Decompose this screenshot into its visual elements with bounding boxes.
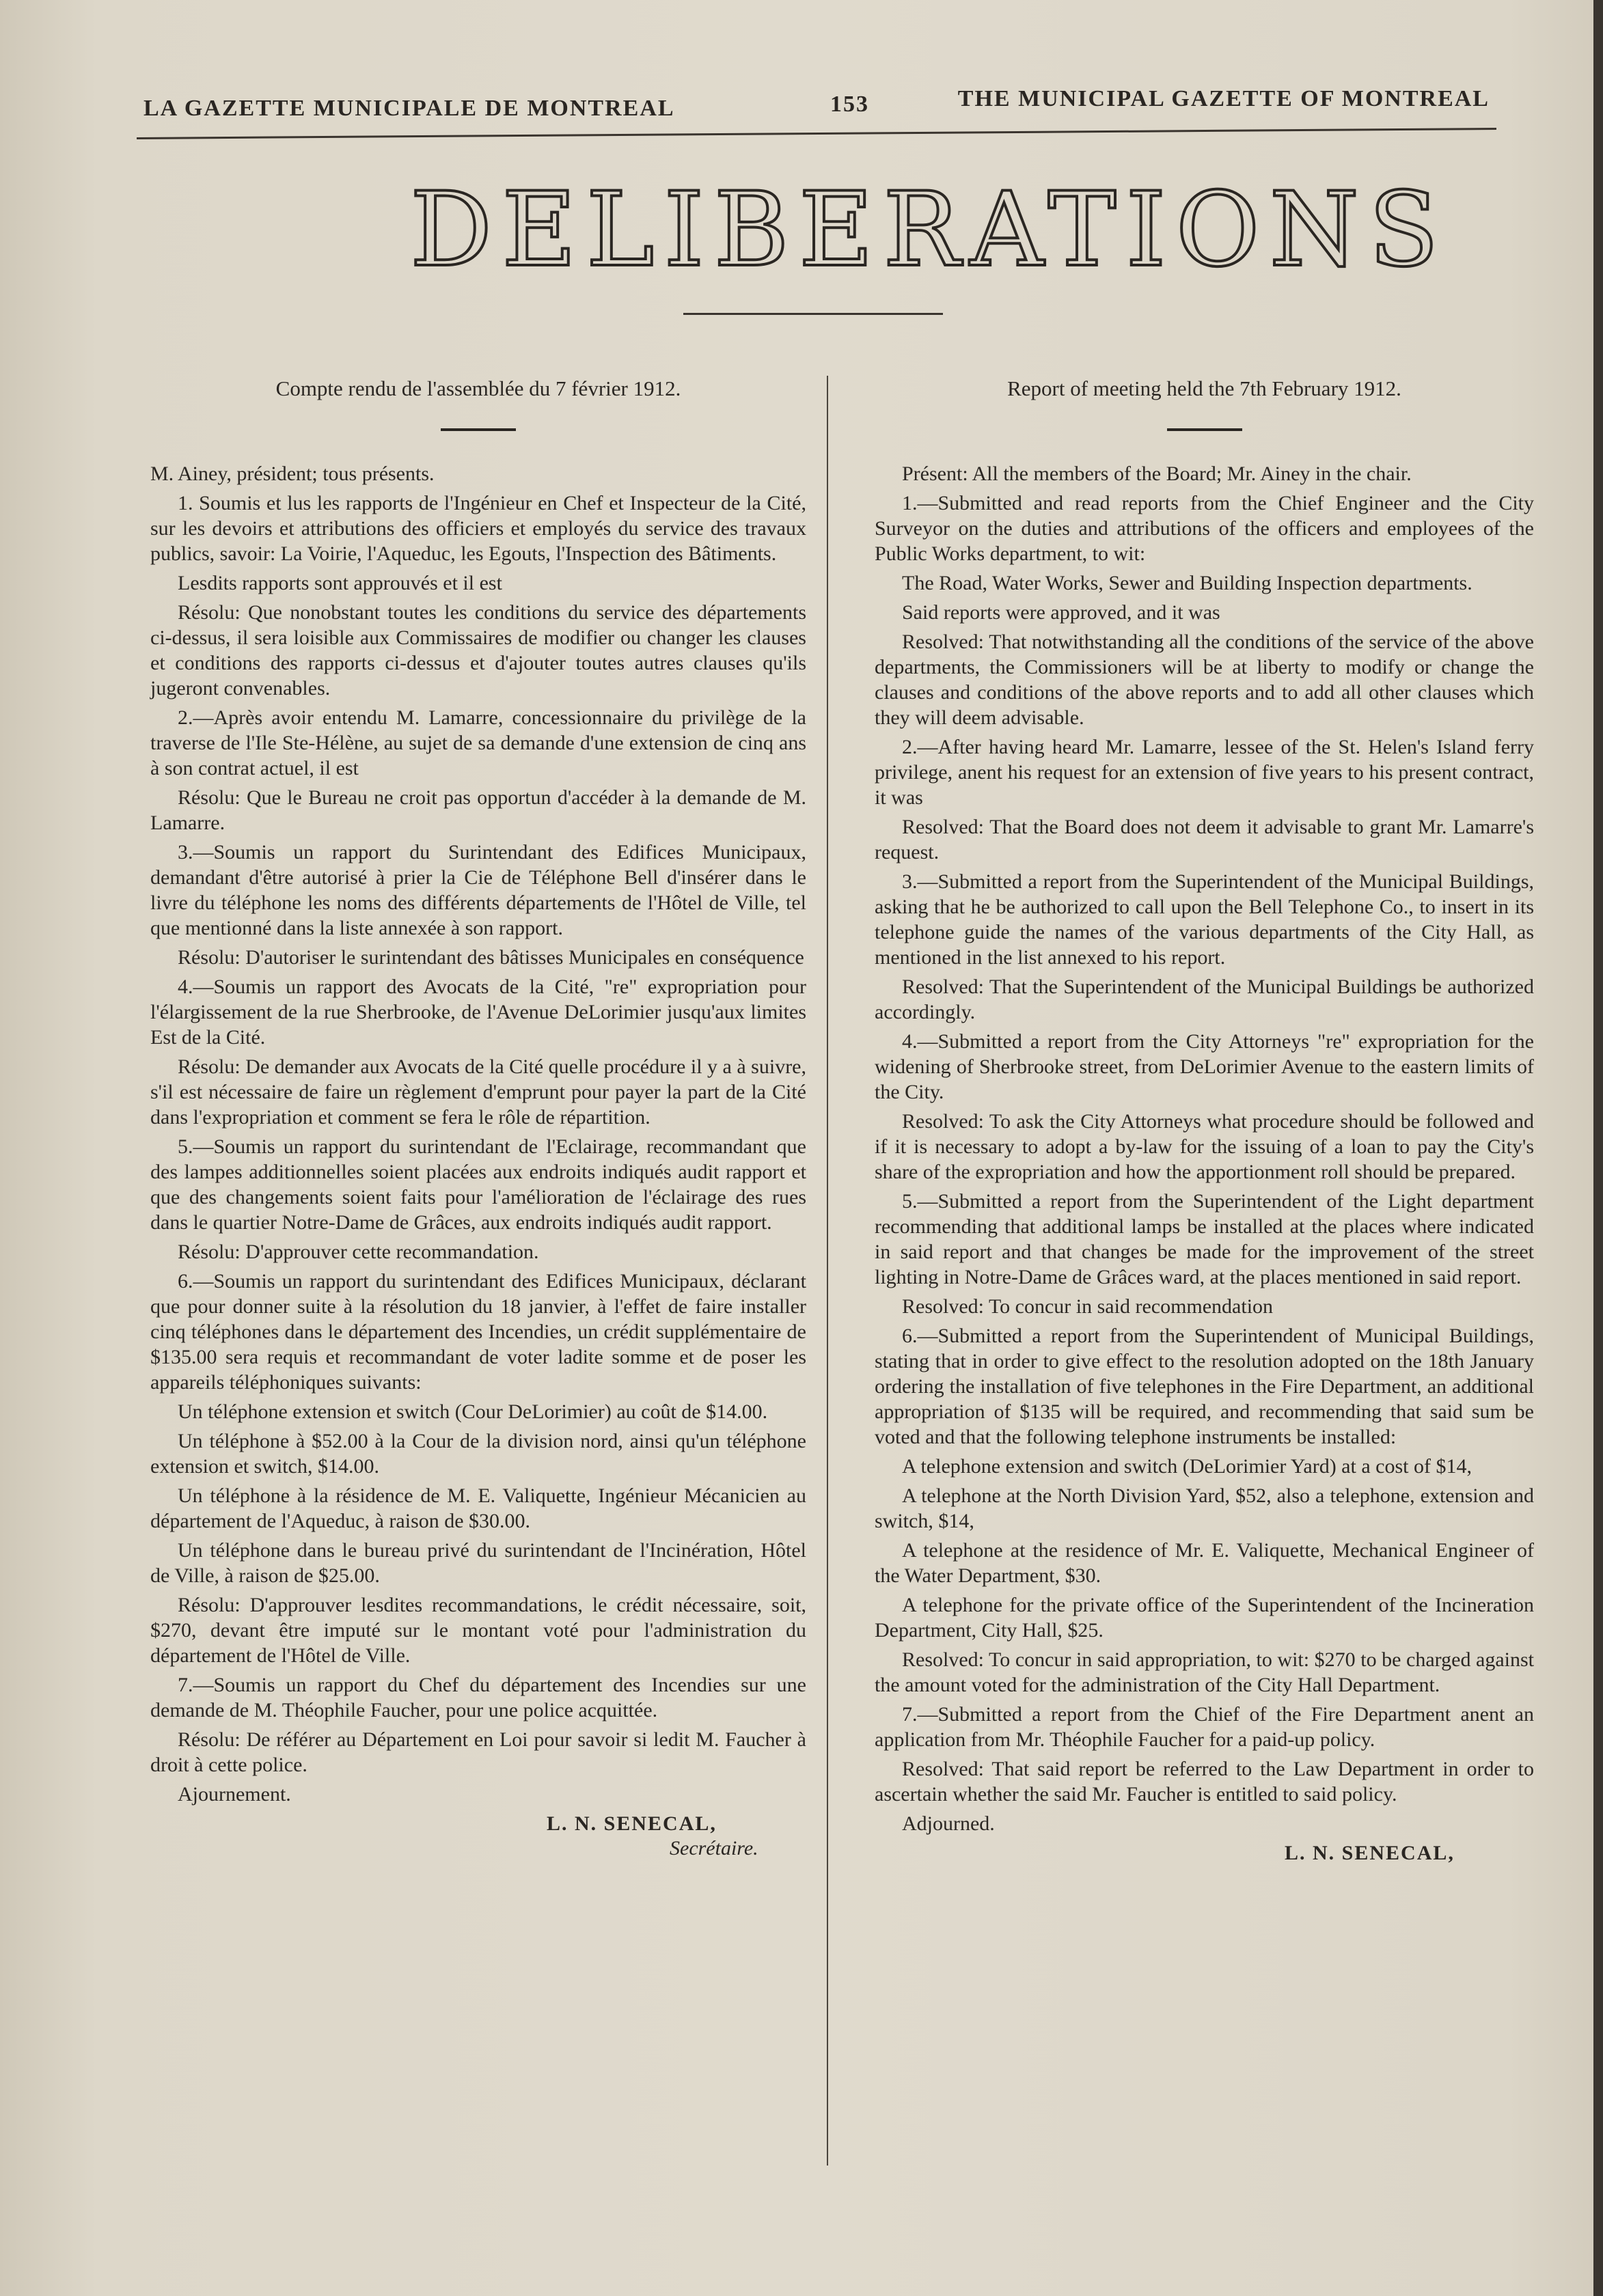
french-paragraph: 6.—Soumis un rapport du surintendant des Edifices Municipaux, déclarant que pour donner suite à la résolution du 18 janvier, à l'effet de faire installer cinq téléphones dans le département des Incendies, un crédit supplémentaire de $135.00 sera requis et recommandant de voter ladite somme et de poser les appareils téléphoniques suivants: <box>150 1270 806 1394</box>
english-paragraph: Resolved: To ask the City Attorneys what procedure should be followed and if it is necessary to adopt a by-law for the issuing of a loan to pay the City's share of the expropriation and how the apportionment roll should be prepared. <box>875 1110 1534 1183</box>
french-paragraph: Résolu: Que le Bureau ne croit pas opportun d'accéder à la demande de M. Lamarre. <box>150 786 806 834</box>
secretary-title: Secrétaire. <box>670 1837 758 1859</box>
english-signature <box>875 1840 1534 1895</box>
page-header <box>137 82 1496 137</box>
header-english-title: THE MUNICIPAL GAZETTE OF MONTREAL <box>957 86 1490 111</box>
page-number: 153 <box>830 92 869 117</box>
french-paragraph: 2.—Après avoir entendu M. Lamarre, concessionnaire du privilège de la traverse de l'Ile Ste-Hélène, au sujet de sa demande d'une extension de cinq ans à son contrat actuel, il est <box>150 706 806 779</box>
french-paragraph: 4.—Soumis un rapport des Avocats de la Cité, "re" expropriation pour l'élargissement de la rue Sherbrooke, de l'Avenue DeLorimier jusqu'aux limites Est de la Cité. <box>150 976 806 1049</box>
french-intro: Compte rendu de l'assemblée du 7 février 1912. <box>275 376 681 400</box>
english-paragraph: 2.—After having heard Mr. Lamarre, lessee of the St. Helen's Island ferry privilege, anent his request for an extension of five years to his present contract, it was <box>875 736 1534 809</box>
french-paragraph: Résolu: Que nonobstant toutes les conditions du service des départements ci-dessus, il sera loisible aux Commissaires de modifier ou changer les clauses et conditions des rapports ci-dessus et d'ajouter toutes autres clauses qu'ils jugeront convenables. <box>150 601 806 700</box>
french-paragraph: Résolu: D'autoriser le surintendant des bâtisses Municipales en conséquence <box>178 946 804 969</box>
english-paragraph: A telephone at the residence of Mr. E. Valiquette, Mechanical Engineer of the Water Department, $30. <box>875 1539 1534 1587</box>
english-paragraph: The Road, Water Works, Sewer and Building Inspection departments. <box>902 572 1472 594</box>
english-paragraph: 6.—Submitted a report from the Superintendent of Municipal Buildings, stating that in order to give effect to the resolution adopted on the 18th January ordering the installation of five telephones in the Fire Department, an additional appropriation of $135 will be required, and recommending that said sum be voted and that the following telephone instruments be installed: <box>875 1325 1534 1448</box>
english-paragraph: Adjourned. <box>902 1812 995 1835</box>
english-paragraph: Said reports were approved, and it was <box>902 601 1220 624</box>
french-paragraph: Ajournement. <box>178 1783 291 1806</box>
english-paragraph: 5.—Submitted a report from the Superintendent of the Light department recommending that additional lamps be installed at the places where indicated in said report and that changes be made for the improvement of the street lighting in Notre-Dame de Grâces ward, at the places mentioned in said report. <box>875 1190 1534 1288</box>
english-paragraph: A telephone at the North Division Yard, $52, also a telephone, extension and switch, $14, <box>875 1484 1534 1532</box>
french-paragraph: Un téléphone dans le bureau privé du surintendant de l'Incinération, Hôtel de Ville, à raison de $25.00. <box>150 1539 806 1587</box>
english-paragraph: Présent: All the members of the Board; Mr. Ainey in the chair. <box>902 462 1412 485</box>
english-column <box>875 369 1534 1895</box>
english-paragraph: 1.—Submitted and read reports from the Chief Engineer and the City Surveyor on the duties and attributions of the officers and employees of the Public Works department, to wit: <box>875 492 1534 565</box>
french-paragraph: 5.—Soumis un rapport du surintendant de l'Eclairage, recommandant que des lampes additionnelles soient placées aux endroits indiqués audit rapport et que des changements soient faits pour l'amélioration de l'éclairage des rues dans le quartier Notre-Dame de Grâces, aux endroits indiqués audit rapport. <box>150 1135 806 1234</box>
english-paragraph: Resolved: That the Superintendent of the Municipal Buildings be authorized accordingly. <box>875 976 1534 1023</box>
header-rule <box>137 128 1496 139</box>
french-paragraph: M. Ainey, président; tous présents. <box>150 462 435 485</box>
english-intro-dash <box>1167 428 1242 431</box>
french-paragraph: 3.—Soumis un rapport du Surintendant des Edifices Municipaux, demandant d'être autorisé à prier la Cie de Téléphone Bell d'insérer dans le livre du téléphone les noms des différents départements de l'Hôtel de Ville, tel que mentionné dans la liste annexée à son rapport. <box>150 841 806 939</box>
french-paragraph: 7.—Soumis un rapport du Chef du département des Incendies sur une demande de M. Théophile Faucher, pour une police acquittée. <box>150 1674 806 1721</box>
english-intro: Report of meeting held the 7th February 1912. <box>1007 376 1401 400</box>
french-paragraph: Un téléphone à la résidence de M. E. Valiquette, Ingénieur Mécanicien au département de l'Aqueduc, à raison de $30.00. <box>150 1484 806 1532</box>
french-paragraph: Résolu: De demander aux Avocats de la Cité quelle procédure il y a à suivre, s'il est nécessaire de faire un règlement d'emprunt pour payer la part de la Cité dans l'expropriation et comment se fera le rôle de répartition. <box>150 1055 806 1129</box>
column-divider <box>827 376 828 2166</box>
english-paragraph: 3.—Submitted a report from the Superintendent of the Municipal Buildings, asking that he be authorized to call upon the Bell Telephone Co., to insert in its telephone guide the names of the various departments of the City Hall, as mentioned in the list annexed to his report. <box>875 870 1534 969</box>
french-paragraph: Résolu: De référer au Département en Loi pour savoir si ledit M. Faucher à droit à cette police. <box>150 1728 806 1776</box>
header-french-title: LA GAZETTE MUNICIPALE DE MONTREAL <box>143 96 675 121</box>
french-paragraph: 1. Soumis et lus les rapports de l'Ingénieur en Chef et Inspecteur de la Cité, sur les devoirs et attributions des officiers et employés du service des travaux publics, savoir: La Voirie, l'Aqueduc, les Egouts, l'Inspection des Bâtiments. <box>150 492 806 565</box>
french-paragraph: Lesdits rapports sont approuvés et il est <box>178 572 502 594</box>
secretary-name: L. N. SENECAL, <box>547 1812 717 1835</box>
french-paragraph: Un téléphone extension et switch (Cour DeLorimier) au coût de $14.00. <box>178 1400 768 1423</box>
french-paragraph: Un téléphone à $52.00 à la Cour de la division nord, ainsi qu'un téléphone extension et switch, $14.00. <box>150 1430 806 1478</box>
secretary-name-english: L. N. SENECAL, <box>1285 1842 1455 1864</box>
english-paragraph: Resolved: That said report be referred to the Law Department in order to ascertain whether the said Mr. Faucher is entitled to said policy. <box>875 1758 1534 1806</box>
french-paragraph: Résolu: D'approuver cette recommandation. <box>178 1241 539 1263</box>
english-paragraph: Resolved: That notwithstanding all the conditions of the service of the above departments, the Commissioners will be at liberty to modify or change the clauses and conditions of the above reports and to add all other clauses which they will deem advisable. <box>875 631 1534 729</box>
french-intro-dash <box>441 428 516 431</box>
french-paragraph: Résolu: D'approuver lesdites recommandations, le crédit nécessaire, soit, $270, devant être imputé sur le montant voté pour l'administration du département de l'Hôtel de Ville. <box>150 1594 806 1667</box>
french-signature <box>150 1811 806 1866</box>
english-paragraph: 4.—Submitted a report from the City Attorneys "re" expropriation for the widening of Sherbrooke street, from DeLorimier Avenue to the eastern limits of the City. <box>875 1030 1534 1103</box>
english-paragraph: Resolved: To concur in said appropriation, to wit: $270 to be charged against the amount voted for the administration of the City Hall Department. <box>875 1648 1534 1696</box>
title-underline <box>683 313 943 315</box>
english-paragraph: Resolved: To concur in said recommendation <box>902 1295 1274 1318</box>
english-paragraph: Resolved: That the Board does not deem it advisable to grant Mr. Lamarre's request. <box>875 816 1534 863</box>
english-paragraph: 7.—Submitted a report from the Chief of the Fire Department anent an application from Mr. Théophile Faucher for a paid-up policy. <box>875 1703 1534 1751</box>
page-title: DELIBERATIONS <box>410 171 1449 290</box>
english-paragraph: A telephone for the private office of the Superintendent of the Incineration Department, City Hall, $25. <box>875 1594 1534 1642</box>
french-column <box>150 369 806 1866</box>
english-paragraph: A telephone extension and switch (DeLorimier Yard) at a cost of $14, <box>902 1455 1472 1478</box>
